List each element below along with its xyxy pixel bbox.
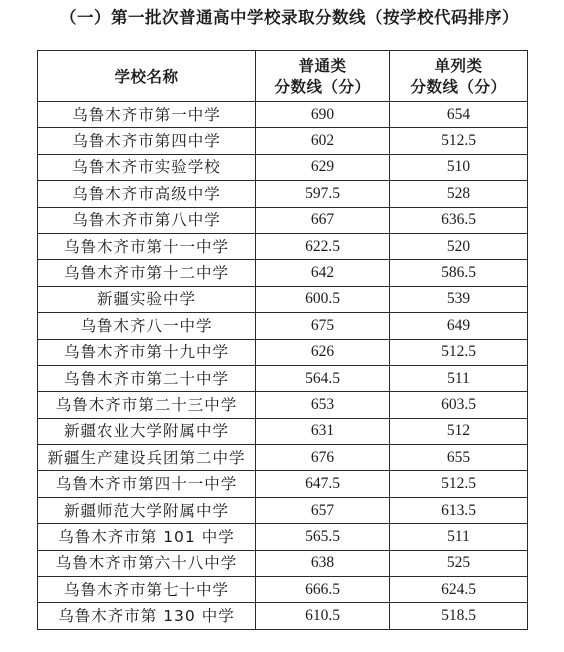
school-name-cell: 乌鲁木齐市第四十一中学	[38, 471, 256, 497]
single-score-cell: 624.5	[390, 577, 528, 603]
school-name-cell: 新疆师范大学附属中学	[38, 497, 256, 523]
school-name-cell: 乌鲁木齐市第 130 中学	[38, 603, 256, 629]
section-heading: （一）第一批次普通高中学校录取分数线（按学校代码排序）	[60, 8, 519, 27]
school-name-cell: 乌鲁木齐市第八中学	[38, 207, 256, 233]
regular-score-cell: 675	[256, 313, 390, 339]
regular-score-cell: 690	[256, 102, 390, 128]
table-row	[38, 313, 528, 339]
table-row	[38, 497, 528, 523]
header-school-name-label: 学校名称	[114, 66, 179, 86]
header-single-unit: 分数线（分）	[410, 77, 507, 96]
regular-score-cell: 657	[256, 497, 390, 523]
table-row	[38, 207, 528, 233]
school-name-cell: 乌鲁木齐市实验学校	[38, 154, 256, 180]
single-score-cell: 511	[390, 365, 528, 391]
table-row	[38, 577, 528, 603]
regular-score-cell: 600.5	[256, 286, 390, 312]
regular-score-cell: 638	[256, 550, 390, 576]
regular-score-cell: 564.5	[256, 365, 390, 391]
table-row	[38, 102, 528, 128]
school-name-cell: 乌鲁木齐市第二十三中学	[38, 392, 256, 418]
regular-score-cell: 626	[256, 339, 390, 365]
table-body	[38, 102, 528, 630]
table-row	[38, 233, 528, 259]
header-single-score	[390, 51, 528, 102]
table-row	[38, 339, 528, 365]
table-row	[38, 418, 528, 444]
header-regular-unit: 分数线（分）	[274, 77, 371, 96]
table-row	[38, 471, 528, 497]
single-score-cell: 539	[390, 286, 528, 312]
regular-score-cell: 622.5	[256, 233, 390, 259]
regular-score-cell: 667	[256, 207, 390, 233]
school-name-cell: 新疆生产建设兵团第二中学	[38, 445, 256, 471]
regular-score-cell: 565.5	[256, 524, 390, 550]
school-name-cell: 乌鲁木齐市第十一中学	[38, 233, 256, 259]
school-name-cell: 乌鲁木齐市第十九中学	[38, 339, 256, 365]
table-row	[38, 603, 528, 629]
school-name-cell: 乌鲁木齐市第一中学	[38, 102, 256, 128]
regular-score-cell: 653	[256, 392, 390, 418]
header-regular-score	[256, 51, 390, 102]
single-score-cell: 512	[390, 418, 528, 444]
single-score-cell: 636.5	[390, 207, 528, 233]
single-score-cell: 511	[390, 524, 528, 550]
regular-score-cell: 676	[256, 445, 390, 471]
table-row	[38, 260, 528, 286]
school-name-cell: 乌鲁木齐市第二十中学	[38, 365, 256, 391]
single-score-cell: 613.5	[390, 497, 528, 523]
table-row	[38, 365, 528, 391]
school-name-cell: 乌鲁木齐八一中学	[38, 313, 256, 339]
table-row	[38, 154, 528, 180]
single-score-cell: 512.5	[390, 471, 528, 497]
single-score-cell: 603.5	[390, 392, 528, 418]
table-row	[38, 181, 528, 207]
single-score-cell: 525	[390, 550, 528, 576]
header-regular-category: 普通类	[298, 56, 347, 75]
single-score-cell: 512.5	[390, 128, 528, 154]
admission-score-table	[37, 50, 528, 630]
single-score-cell: 528	[390, 181, 528, 207]
single-score-cell: 512.5	[390, 339, 528, 365]
regular-score-cell: 666.5	[256, 577, 390, 603]
single-score-cell: 649	[390, 313, 528, 339]
regular-score-cell: 602	[256, 128, 390, 154]
single-score-cell: 586.5	[390, 260, 528, 286]
regular-score-cell: 610.5	[256, 603, 390, 629]
school-name-cell: 乌鲁木齐市高级中学	[38, 181, 256, 207]
regular-score-cell: 597.5	[256, 181, 390, 207]
school-name-cell: 新疆农业大学附属中学	[38, 418, 256, 444]
regular-score-cell: 642	[256, 260, 390, 286]
table-header-row	[38, 51, 528, 102]
table-row	[38, 128, 528, 154]
table-row	[38, 550, 528, 576]
table-row	[38, 524, 528, 550]
table-row	[38, 445, 528, 471]
single-score-cell: 510	[390, 154, 528, 180]
header-single-category: 单列类	[434, 56, 483, 75]
single-score-cell: 655	[390, 445, 528, 471]
school-name-cell: 乌鲁木齐市第四中学	[38, 128, 256, 154]
single-score-cell: 654	[390, 102, 528, 128]
school-name-cell: 乌鲁木齐市第十二中学	[38, 260, 256, 286]
school-name-cell: 乌鲁木齐市第 101 中学	[38, 524, 256, 550]
single-score-cell: 520	[390, 233, 528, 259]
regular-score-cell: 647.5	[256, 471, 390, 497]
school-name-cell: 新疆实验中学	[38, 286, 256, 312]
single-score-cell: 518.5	[390, 603, 528, 629]
regular-score-cell: 629	[256, 154, 390, 180]
table-row	[38, 392, 528, 418]
school-name-cell: 乌鲁木齐市第七十中学	[38, 577, 256, 603]
header-school-name	[38, 51, 256, 102]
regular-score-cell: 631	[256, 418, 390, 444]
table-row	[38, 286, 528, 312]
school-name-cell: 乌鲁木齐市第六十八中学	[38, 550, 256, 576]
